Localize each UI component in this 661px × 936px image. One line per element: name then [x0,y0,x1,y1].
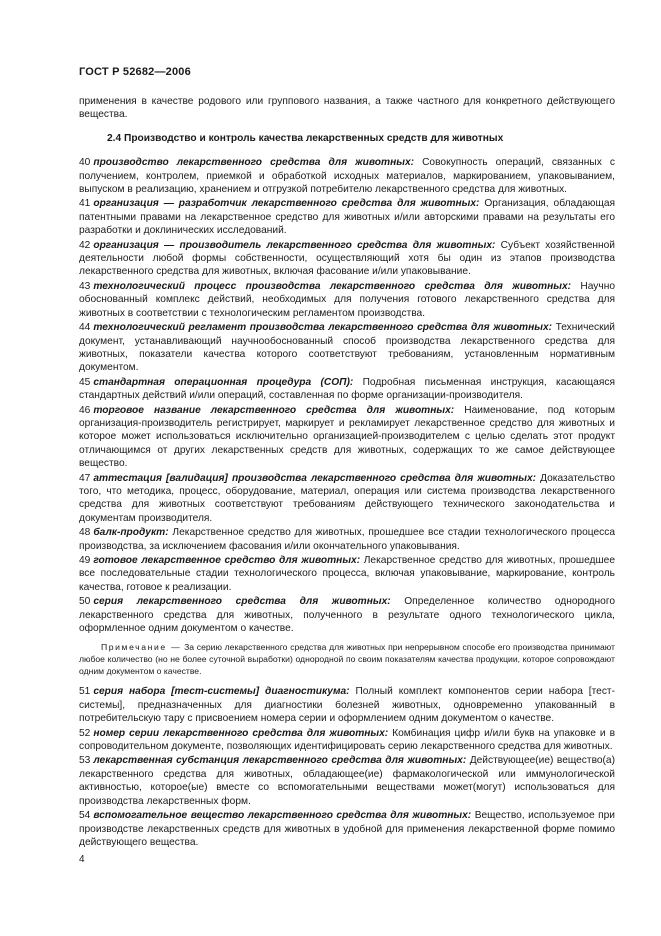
term-entry [79,554,615,594]
term-entry [79,595,615,635]
term-definition: Лекарственное средство для животных, прошедшее все стадии технологического процесса производства, за исключением фасования и/или окончательного упаковывания. [79,527,615,552]
term-entry [79,685,615,725]
term-name: организация — разработчик лекарственного средства для животных: [93,198,480,210]
term-number: 49 [79,555,91,566]
term-name: стандартная операционная процедура (СОП): [93,376,354,388]
term-name: технологический процесс производства лекарственного средства для животных: [93,280,572,292]
term-name: технологический регламент производства лекарственного средства для животных: [93,322,553,334]
section-heading: 2.4 Производство и контроль качества лекарственных средств для животных [107,132,504,144]
term-name: производство лекарственного средства для животных: [93,157,415,169]
term-definition: Доказательство того, что методика, процесс, оборудование, материал, операция или система производства лекарственного средства для животных соответствуют требованиям действующего технического законодательства и документам производителя. [79,472,615,524]
term-number: 45 [79,376,91,388]
term-name: организация — производитель лекарственного средства для животных: [93,239,496,251]
term-name: вспомогательное вещество лекарственного средства для животных: [93,810,472,822]
term-entry [79,404,615,471]
term-entry [79,156,615,196]
term-entry [79,754,615,808]
page-content [79,95,615,850]
term-entry [79,197,615,237]
term-name: торговое название лекарственного средства для животных: [93,404,455,416]
note-label: Примечание — [101,642,182,653]
term-definition: Технический документ, устанавливающий научнообоснованный способ производства лекарственного средства для животных, показатели качества которого соответствуют требованиям, установленным нормативным документом. [79,322,615,374]
term-number: 48 [79,527,91,539]
term-entry [79,376,615,403]
term-number: 50 [79,596,91,608]
term-definition: Лекарственное средство для животных, прошедшее все последовательные стадии технологического процесса, включая упаковывание, маркирование, контроль качества, готовое к реализации. [79,555,615,593]
term-number: 54 [79,810,91,822]
term-entry [79,809,615,849]
term-definition: Научно обоснованный комплекс действий, необходимых для получения готового лекарственного средства для животных в соответствии с технологическим регламентом производства. [79,280,615,319]
term-name: номер серии лекарственного средства для животных: [93,727,389,739]
term-entry [79,526,615,553]
term-name: готовое лекарственное средство для животных: [93,555,361,566]
term-number: 40 [79,157,91,169]
term-definition: Организация, обладающая патентными правами на лекарственное средство для животных и/или авторскими правами на результаты его разработки и доклинических исследований. [79,198,616,237]
term-entry [79,239,615,279]
term-definition: Полный комплект компонентов серии набора [тест-системы], предназначенных для диагностики болезней животных, одновременно упакованный в потребительскую тару с присвоением номера серии и оформлением одним документом о качестве. [79,686,615,725]
page-number: 4 [79,854,85,865]
term-number: 53 [79,755,91,767]
term-definition: Наименование, под которым организация-производитель регистрирует, маркирует и рекламирует лекарственное средство для животных и которое может использоваться исключительно организацией-производителем с целью сделать этот продукт отличающимся от других лекарственных средств для животных, содержащих то же самое действующее вещество. [79,404,615,470]
term-definition: Определенное количество однородного лекарственного средства для животных, полученного в результате одного технологического цикла, оформленное одним документом о качестве. [79,596,615,635]
document-header: ГОСТ Р 52682—2006 [79,66,191,78]
term-number: 43 [79,280,91,292]
term-name: серия лекарственного средства для животных: [93,596,391,608]
term-entry [79,727,615,754]
term-definition: Действующее(ие) вещество(а) лекарственного средства для животных, обладающее(ие) фармакологической или иммунологической активностью, которое(ые) вместе со вспомогательными веществами может(могут) использоваться для производства лекарственных форм. [79,755,615,807]
term-definition: Субъект хозяйственной деятельности любой формы собственности, осуществляющий хотя бы один из этапов производства лекарственного средства для животных, включая фасование и/или упаковывание. [79,239,615,278]
term-name: лекарственная субстанция лекарственного средства для животных: [93,755,467,767]
term-entry [79,280,615,320]
terms-list [79,156,615,635]
term-number: 51 [79,686,91,698]
term-name: аттестация [валидация] производства лекарственного средства для животных: [93,472,537,484]
term-number: 44 [79,322,91,334]
term-number: 41 [79,198,91,210]
term-name: балк-продукт: [93,527,169,539]
term-definition: Подробная письменная инструкция, касающаяся стандартных действий и/или операций, составленная по форме организации-производителя. [79,376,615,402]
term-definition: Вещество, используемое при производстве лекарственных средств для животных в удобной для применения лекарственной форме помимо действующего вещества. [79,810,615,848]
note-paragraph [79,641,615,677]
term-number: 52 [79,727,91,739]
note-text: За серию лекарственного средства для животных при непрерывном способе его производства принимают любое количество (но не более суточной выработки) однородной по своим показателям качества продукции, которое сопровождают одним документом о качестве. [79,642,615,677]
term-name: серия набора [тест-системы] диагностикума: [93,686,350,698]
intro-paragraph: применения в качестве родового или группового названия, а также частного для конкретного действующего вещества. [79,96,615,121]
term-entry [79,321,615,375]
term-definition: Совокупность операций, связанных с получением, контролем, приемкой и обработкой исходных материалов, маркированием, упаковыванием, выпуском в реализацию, хранением и отгрузкой потребителю лекарственного средства для животных. [79,157,615,196]
term-number: 47 [79,472,91,484]
term-number: 42 [79,239,91,251]
terms-list-2 [79,685,615,849]
term-entry [79,472,615,526]
term-number: 46 [79,404,91,416]
term-definition: Комбинация цифр и/или букв на упаковке и в сопроводительном документе, позволяющих идентифицировать серию лекарственного средства для животных. [79,727,615,753]
